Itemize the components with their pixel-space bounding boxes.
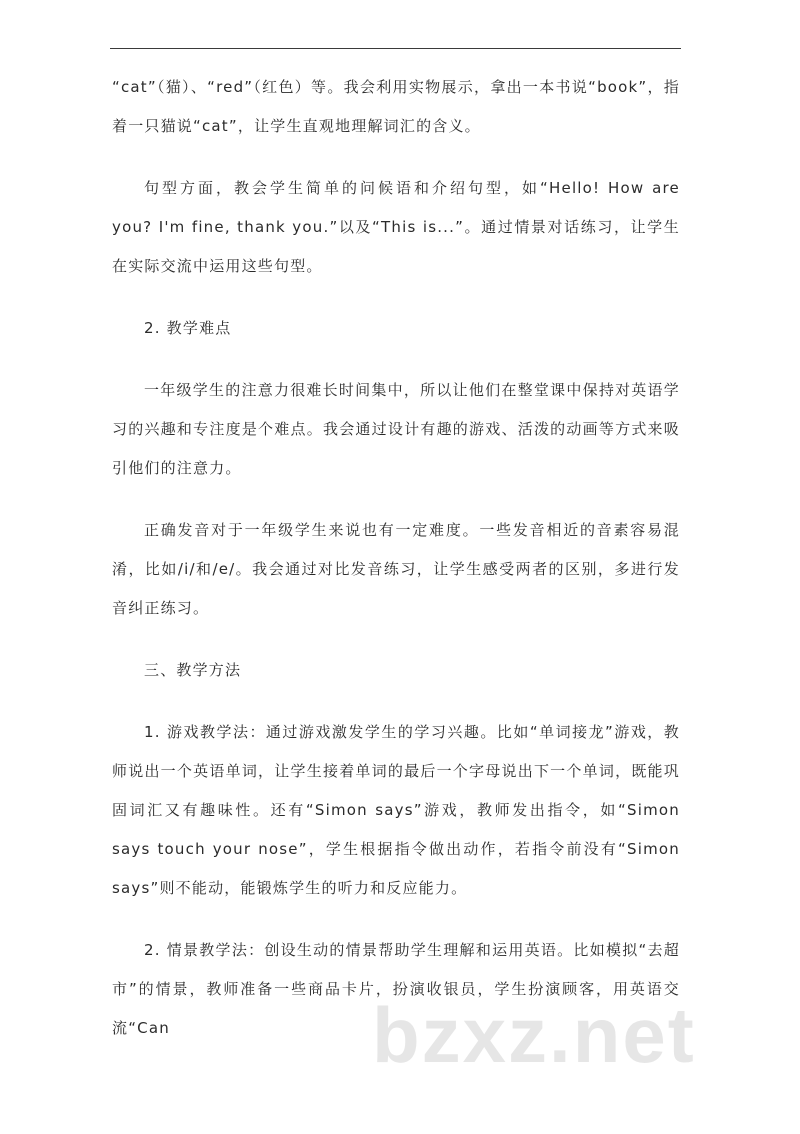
- section-heading-methods: 三、教学方法: [144, 661, 242, 679]
- watermark: bzxz.net: [372, 991, 696, 1079]
- paragraph-vocabulary-examples: “cat”（猫）、“red”（红色）等。我会利用实物展示，拿出一本书说“book”，指着一只猫说“cat”，让学生直观地理解词汇的含义。: [112, 78, 680, 135]
- paragraph-sentence-patterns: 句型方面，教会学生简单的问候语和介绍句型，如“Hello! How are you? I'm fine, thank you.”以及“This is...”。通过情景对话练习，让学生在实际交流中运用这些句型。: [112, 179, 680, 275]
- paragraph-game-method: 1. 游戏教学法：通过游戏激发学生的学习兴趣。比如“单词接龙”游戏，教师说出一个英语单词，让学生接着单词的最后一个字母说出下一个单词，既能巩固词汇又有趣味性。还有“Simon says”游戏，教师发出指令，如“Simon says touch your nose”，学生根据指令做出动作，若指令前没有“Simon says”则不能动，能锻炼学生的听力和反应能力。: [112, 723, 680, 897]
- paragraph-attention-difficulty: 一年级学生的注意力很难长时间集中，所以让他们在整堂课中保持对英语学习的兴趣和专注度是个难点。我会通过设计有趣的游戏、活泼的动画等方式来吸引他们的注意力。: [112, 381, 680, 477]
- paragraph-pronunciation-difficulty: 正确发音对于一年级学生来说也有一定难度。一些发音相近的音素容易混淆，比如/i/和/e/。我会通过对比发音练习，让学生感受两者的区别，多进行发音纠正练习。: [112, 521, 680, 617]
- paragraph-situation-method: 2. 情景教学法：创设生动的情景帮助学生理解和运用英语。比如模拟“去超市”的情景，教师准备一些商品卡片，扮演收银员，学生扮演顾客，用英语交流“Can: [112, 941, 680, 1037]
- header-rule: [110, 48, 681, 49]
- section-heading-difficulties: 2. 教学难点: [144, 319, 232, 337]
- document-body: [112, 68, 680, 1071]
